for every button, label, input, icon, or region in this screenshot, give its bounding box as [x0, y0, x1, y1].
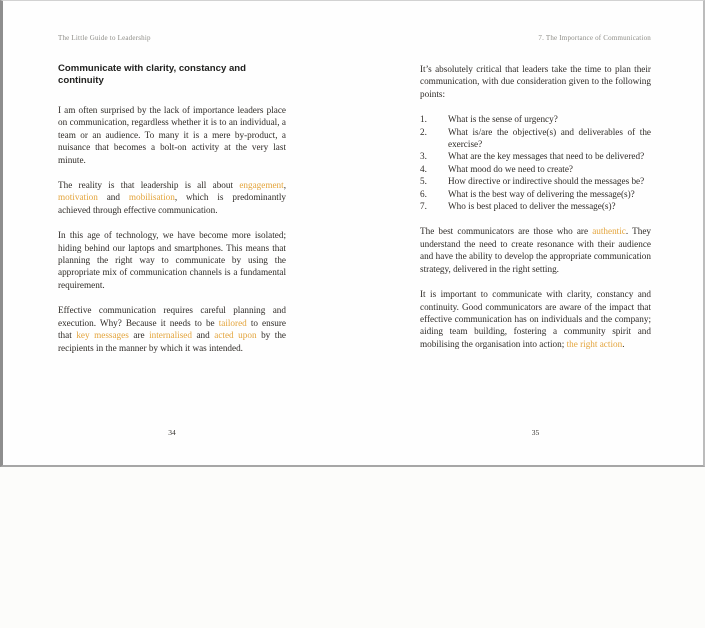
running-head-right: 7. The Importance of Communication — [538, 34, 651, 42]
highlighted-text: motivation — [58, 192, 98, 203]
highlighted-text: the right action — [566, 338, 623, 349]
section-heading: Communicate with clarity, constancy and continuity — [58, 63, 247, 86]
highlighted-text: engagement — [239, 180, 284, 191]
list-text: What mood do we need to create? — [448, 163, 573, 174]
list-number: 2. — [420, 126, 427, 137]
highlighted-text: key messages — [76, 330, 129, 341]
list-text: What is the best way of delivering the message(s)? — [448, 188, 635, 199]
text-run: and — [97, 192, 129, 203]
right-page — [353, 1, 703, 465]
text-run: and — [191, 330, 215, 341]
page-number-right: 35 — [531, 428, 540, 437]
right-page-content — [420, 63, 651, 363]
text-run: The reality is that leadership is all about — [58, 180, 240, 191]
highlighted-text: tailored — [218, 317, 247, 328]
text-run: . They understand the need to create resonance with their audience and have the ability to develop the appropriate communication strategy, delivered in the right setting. — [420, 226, 651, 274]
text-run: . — [622, 338, 625, 349]
text-run: , — [283, 180, 286, 191]
paragraph — [58, 304, 286, 354]
list-number: 4. — [420, 163, 427, 174]
list-item — [420, 200, 651, 212]
list-number: 6. — [420, 188, 427, 199]
list-number: 3. — [420, 151, 427, 162]
left-page — [3, 1, 353, 465]
list-text: What are the key messages that need to be delivered? — [448, 151, 645, 162]
text-run: Effective communication requires careful planning and execution. Why? Because it needs to be — [58, 305, 286, 328]
text-run: I am often surprised by the lack of importance leaders place on communication, regardless whether it is to an individual, a team or an audience. To many it is a mere by-product, a nuisance that becomes a bolt-on activity at the very last minute. — [58, 105, 286, 165]
list-text: Who is best placed to deliver the message(s)? — [448, 201, 616, 212]
text-run: by the recipients in the manner by which it was intended. — [58, 330, 287, 353]
list-item — [420, 175, 651, 187]
text-run: , which is predominantly achieved through effective communication. — [58, 192, 286, 215]
paragraph — [420, 225, 651, 275]
list-number: 7. — [420, 201, 427, 212]
paragraph — [58, 179, 286, 216]
text-run: It’s absolutely critical that leaders take the time to plan their communication, with due consideration given to the following points: — [420, 64, 651, 99]
text-run: to ensure that — [58, 317, 287, 341]
list-item — [420, 163, 651, 175]
list-number: 5. — [420, 176, 427, 187]
text-run: The best communicators are those who are — [420, 226, 593, 237]
left-page-content — [58, 63, 286, 367]
list-text: What is/are the objective(s) and deliverables of the exercise? — [448, 126, 651, 150]
paragraph — [420, 288, 651, 350]
paragraph — [420, 63, 651, 100]
text-run: are — [128, 330, 150, 341]
highlighted-text: mobilisation — [128, 192, 175, 203]
paragraph — [58, 229, 286, 291]
list-item — [420, 188, 651, 200]
numbered-list — [420, 113, 651, 212]
list-text: What is the sense of urgency? — [448, 114, 558, 125]
list-text: How directive or indirective should the messages be? — [448, 176, 645, 187]
page-number-left: 34 — [168, 428, 176, 437]
highlighted-text: authentic — [592, 226, 626, 237]
paragraph — [58, 104, 286, 166]
list-number: 1. — [420, 114, 427, 125]
running-head-left: The Little Guide to Leadership — [58, 34, 151, 42]
text-run: In this age of technology, we have become more isolated; hiding behind our laptops and smartphones. This means that planning the right way to communicate by using the appropriate mix of communication channels is a fundamental requirement. — [58, 230, 286, 290]
list-item — [420, 113, 651, 125]
text-run: It is important to communicate with clarity, constancy and continuity. Good communicators are aware of the impact that effective communication has on individuals and the company; aiding team building, fostering a community spirit and mobilising the organisation into action; — [420, 289, 651, 349]
highlighted-text: acted upon — [214, 330, 257, 341]
list-item — [420, 150, 651, 162]
list-item — [420, 126, 651, 151]
highlighted-text: internalised — [149, 330, 192, 341]
